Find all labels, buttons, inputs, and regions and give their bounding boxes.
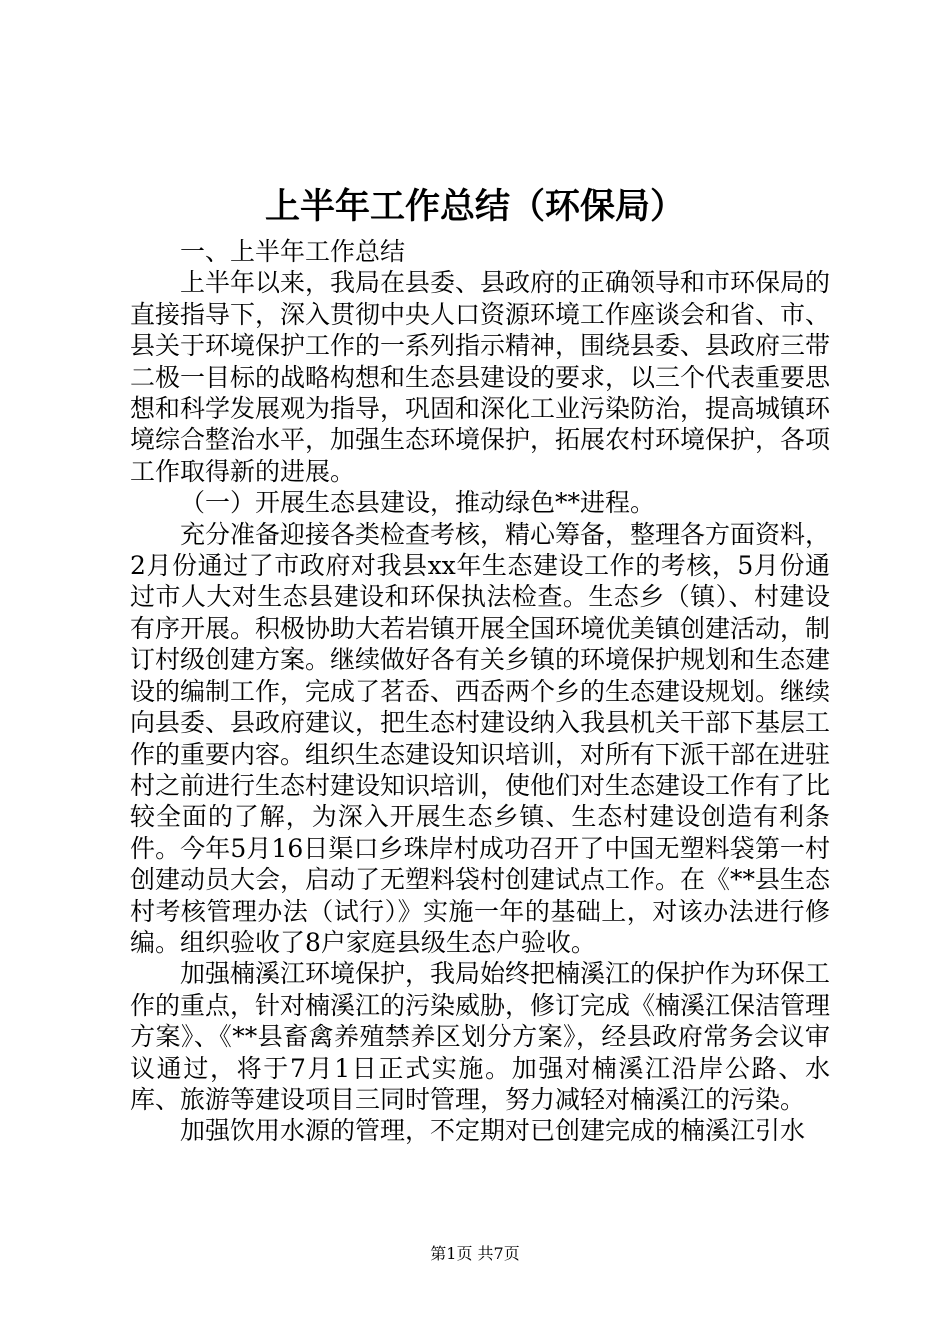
ecological-county-paragraph: 充分准备迎接各类检查考核，精心筹备，整理各方面资料，2月份通过了市政府对我县xx年生态建设工作的考核，5月份通过市人大对生态县建设和环保执法检查。生态乡（镇）、村建设有序开展。积极协助大若岩镇开展全国环境优美镇创建活动，制订村级创建方案。继续做好各有关乡镇的环境保护规划和生态建设的编制工作，完成了茗岙、西岙两个乡的生态建设规划。继续向县委、县政府建议，把生态村建设纳入我县机关干部下基层工作的重要内容。组织生态建设知识培训，对所有下派干部在进驻村之前进行生态村建设知识培训，使他们对生态建设工作有了比较全面的了解，为深入开展生态乡镇、生态村建设创造有利条件。今年5月16日渠口乡珠岸村成功召开了中国无塑料袋第一村创建动员大会，启动了无塑料袋村创建试点工作。在《**县生态村考核管理办法（试行）》实施一年的基础上，对该办法进行修编。组织验收了8户家庭县级生态户验收。 (130, 519, 831, 957)
intro-paragraph: 上半年以来，我局在县委、县政府的正确领导和市环保局的直接指导下，深入贯彻中央人口资源环境工作座谈会和省、市、县关于环境保护工作的一系列指示精神，围绕县委、县政府三带二极一目标的战略构想和生态县建设的要求，以三个代表重要思想和科学发展观为指导，巩固和深化工业污染防治，提高城镇环境综合整治水平，加强生态环境保护，拓展农村环境保护，各项工作取得新的进展。 (130, 268, 831, 486)
page-number: 第1页 共7页 (430, 1244, 520, 1263)
drinking-water-paragraph: 加强饮用水源的管理，不定期对已创建完成的楠溪江引水 (180, 1116, 806, 1146)
subsection-heading: （一）开展生态县建设，推动绿色**进程。 (180, 488, 656, 518)
document-title: 上半年工作总结（环保局） (264, 186, 685, 227)
nanxi-river-paragraph: 加强楠溪江环境保护，我局始终把楠溪江的保护作为环保工作的重点，针对楠溪江的污染威胁，修订完成《楠溪江保洁管理方案》、《**县畜禽养殖禁养区划分方案》，经县政府常务会议审议通过，将于7月1日正式实施。加强对楠溪江沿岸公路、水库、旅游等建设项目三同时管理，努力减轻对楠溪江的污染。 (130, 959, 831, 1114)
document-body (130, 236, 830, 1147)
section-heading: 一、上半年工作总结 (180, 237, 406, 266)
